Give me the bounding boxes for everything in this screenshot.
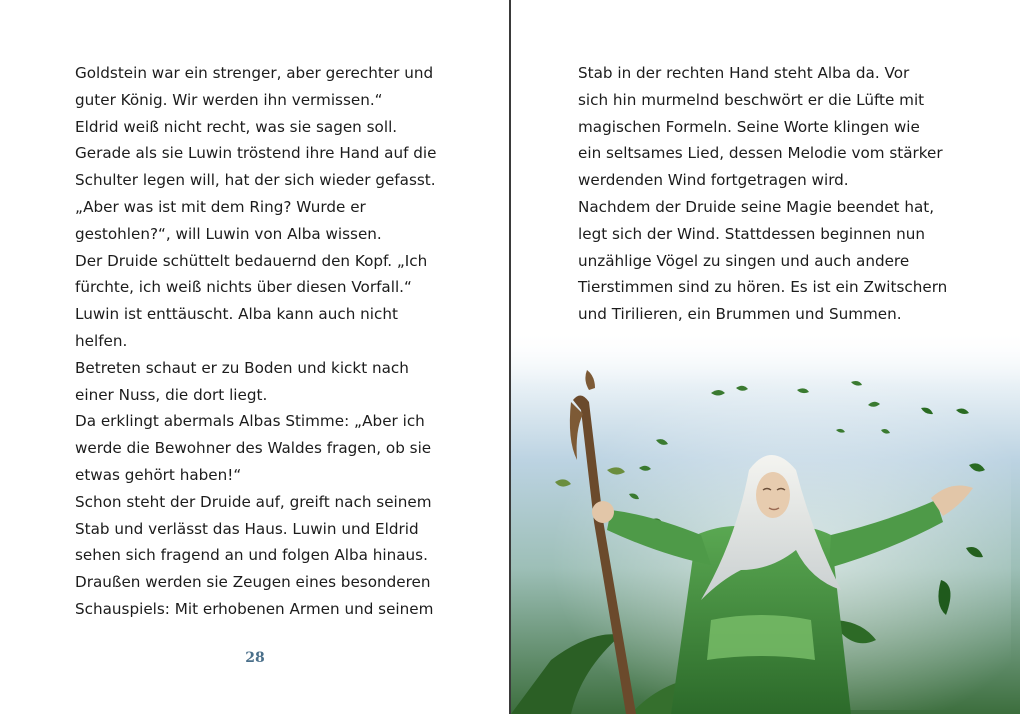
text-line: Nachdem der Druide seine Magie beendet hat, xyxy=(578,197,935,216)
text-line: ein seltsames Lied, dessen Melodie vom stärker xyxy=(578,144,943,163)
text-line: Schon steht der Druide auf, greift nach seinem xyxy=(75,492,432,511)
right-page-text xyxy=(578,60,998,328)
text-line: Eldrid weiß nicht recht, was sie sagen soll. xyxy=(75,117,398,136)
right-page xyxy=(511,0,1020,714)
text-line: Stab und verlässt das Haus. Luwin und Eldrid xyxy=(75,519,419,538)
text-line: werdenden Wind fortgetragen wird. xyxy=(578,171,849,190)
text-line: Gerade als sie Luwin tröstend ihre Hand auf die xyxy=(75,144,437,163)
druid-hand-left xyxy=(592,501,614,523)
text-line: Stab in der rechten Hand steht Alba da. Vor xyxy=(578,64,910,82)
text-line: unzählige Vögel zu singen und auch andere xyxy=(578,251,910,270)
text-line: Der Druide schüttelt bedauernd den Kopf. „Ich xyxy=(75,251,428,270)
text-line: einer Nuss, die dort liegt. xyxy=(75,385,268,404)
text-line: Goldstein war ein strenger, aber gerechter und xyxy=(75,64,434,82)
text-line: etwas gehört haben!“ xyxy=(75,465,242,484)
page-number: 28 xyxy=(245,650,265,666)
text-line: Da erklingt abermals Albas Stimme: „Aber ich xyxy=(75,412,425,431)
text-line: und Tirilieren, ein Brummen und Summen. xyxy=(578,305,902,324)
text-line: Luwin ist enttäuscht. Alba kann auch nicht xyxy=(75,305,398,324)
text-line: sehen sich fragend an und folgen Alba hinaus. xyxy=(75,546,428,565)
text-line: Schulter legen will, hat der sich wieder gefasst. xyxy=(75,171,436,190)
text-line: Tierstimmen sind zu hören. Es ist ein Zwitschern xyxy=(578,278,948,297)
druid-illustration xyxy=(511,330,1020,714)
text-line: guter König. Wir werden ihn vermissen.“ xyxy=(75,90,383,109)
text-line: Draußen werden sie Zeugen eines besonderen xyxy=(75,573,431,592)
text-line: sich hin murmelnd beschwört er die Lüfte mit xyxy=(578,90,925,109)
text-line: Schauspiels: Mit erhobenen Armen und seinem xyxy=(75,599,434,618)
text-line: helfen. xyxy=(75,331,128,350)
text-line: gestohlen?“, will Luwin von Alba wissen. xyxy=(75,224,382,243)
text-line: magischen Formeln. Seine Worte klingen wie xyxy=(578,117,920,136)
druid-face xyxy=(756,472,790,518)
text-line: legt sich der Wind. Stattdessen beginnen nun xyxy=(578,224,925,243)
left-page-text xyxy=(75,60,495,623)
text-line: „Aber was ist mit dem Ring? Wurde er xyxy=(75,197,366,216)
druid-illustration-svg xyxy=(511,330,1020,714)
text-line: fürchte, ich weiß nichts über diesen Vorfall.“ xyxy=(75,278,412,297)
text-line: werde die Bewohner des Waldes fragen, ob sie xyxy=(75,439,432,458)
text-line: Betreten schaut er zu Boden und kickt nach xyxy=(75,358,409,377)
